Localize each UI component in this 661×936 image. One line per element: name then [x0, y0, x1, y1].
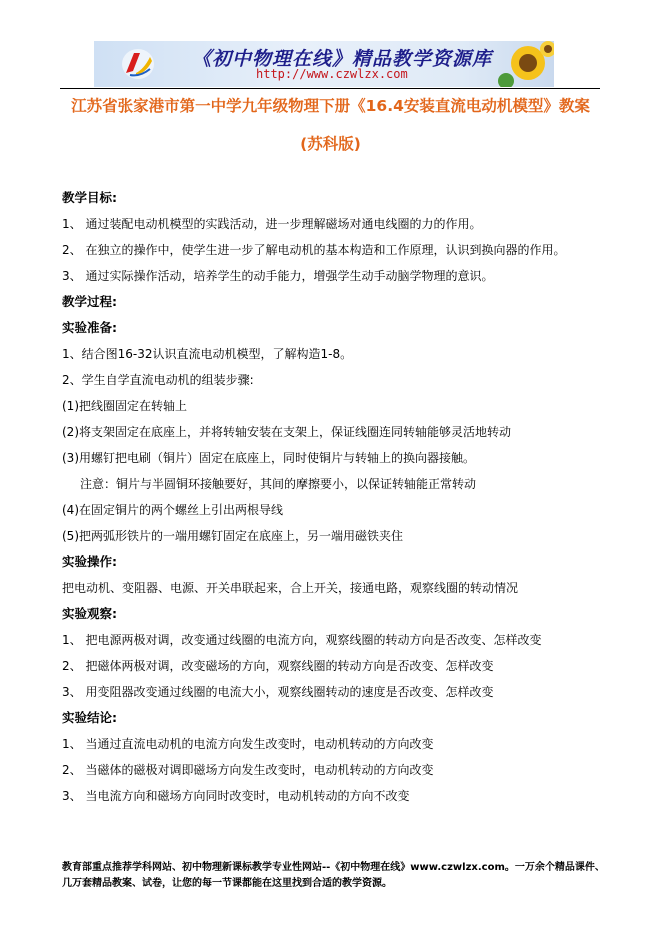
objective-item: 2、 在独立的操作中，使学生进一步了解电动机的基本构造和工作原理，认识到换向器的作用。: [62, 243, 566, 257]
observation-item: 1、 把电源两极对调，改变通过线圈的电流方向，观察线圈的转动方向是否改变、怎样改变: [62, 633, 542, 647]
prep-item: 2、学生自学直流电动机的组装步骤:: [62, 373, 254, 387]
conclusion-item: 2、 当磁体的磁极对调即磁场方向发生改变时，电动机转动的方向改变: [62, 763, 434, 777]
conclusion-item: 3、 当电流方向和磁场方向同时改变时，电动机转动的方向不改变: [62, 789, 410, 803]
prep-note: 注意：铜片与半圆铜环接触要好，其间的摩擦要小，以保证转轴能正常转动: [80, 477, 477, 491]
header-banner: [94, 41, 554, 87]
prep-step: (5)把两弧形铁片的一端用螺钉固定在底座上，另一端用磁铁夹住: [62, 529, 404, 543]
footer-line: 教育部重点推荐学科网站、初中物理新课标教学专业性网站--《初中物理在线》www.czwlzx.com。一万余个精品课件、: [62, 862, 605, 873]
observation-item: 2、 把磁体两极对调，改变磁场的方向，观察线圈的转动方向是否改变、怎样改变: [62, 659, 494, 673]
observation-item: 3、 用变阻器改变通过线圈的电流大小，观察线圈转动的速度是否改变、怎样改变: [62, 685, 494, 699]
objective-item: 3、 通过实际操作活动，培养学生的动手能力，增强学生动手动脑学物理的意识。: [62, 269, 494, 283]
conclusion-heading: 实验结论:: [62, 710, 117, 725]
prep-step: (3)用螺钉把电刷（铜片）固定在底座上，同时使铜片与转轴上的换向器接触。: [62, 451, 476, 465]
prep-item: 1、结合图16-32认识直流电动机模型，了解构造1-8。: [62, 347, 353, 361]
page-subtitle: (苏科版): [300, 135, 361, 153]
sunflower-icon: [494, 41, 554, 87]
prep-step: (4)在固定铜片的两个螺丝上引出两根导线: [62, 503, 283, 517]
page-title: 江苏省张家港市第一中学九年级物理下册《16.4安装直流电动机模型》教案: [71, 97, 590, 115]
banner-title: 《初中物理在线》精品教学资源库: [192, 48, 493, 70]
prep-step: (2)将支架固定在底座上，并将转轴安装在支架上，保证线圈连同转轴能够灵活地转动: [62, 425, 512, 439]
header-rule: [60, 88, 600, 89]
operation-text: 把电动机、变阻器、电源、开关串联起来，合上开关，接通电路，观察线圈的转动情况: [62, 581, 519, 595]
prep-step: (1)把线圈固定在转轴上: [62, 399, 187, 413]
observation-heading: 实验观察:: [62, 606, 117, 621]
objective-item: 1、 通过装配电动机模型的实践活动，进一步理解磁场对通电线圈的力的作用。: [62, 217, 482, 231]
objectives-heading: 教学目标:: [62, 190, 117, 205]
banner-url[interactable]: http://www.czwlzx.com: [256, 67, 408, 81]
conclusion-item: 1、 当通过直流电动机的电流方向发生改变时，电动机转动的方向改变: [62, 737, 434, 751]
site-logo-icon: [120, 47, 156, 81]
process-heading: 教学过程:: [62, 294, 117, 309]
operation-heading: 实验操作:: [62, 554, 117, 569]
footer-line: 几万套精品教案、试卷，让您的每一节课都能在这里找到合适的教学资源。: [62, 878, 392, 889]
page-footer: [62, 860, 605, 892]
prep-heading: 实验准备:: [62, 320, 117, 335]
